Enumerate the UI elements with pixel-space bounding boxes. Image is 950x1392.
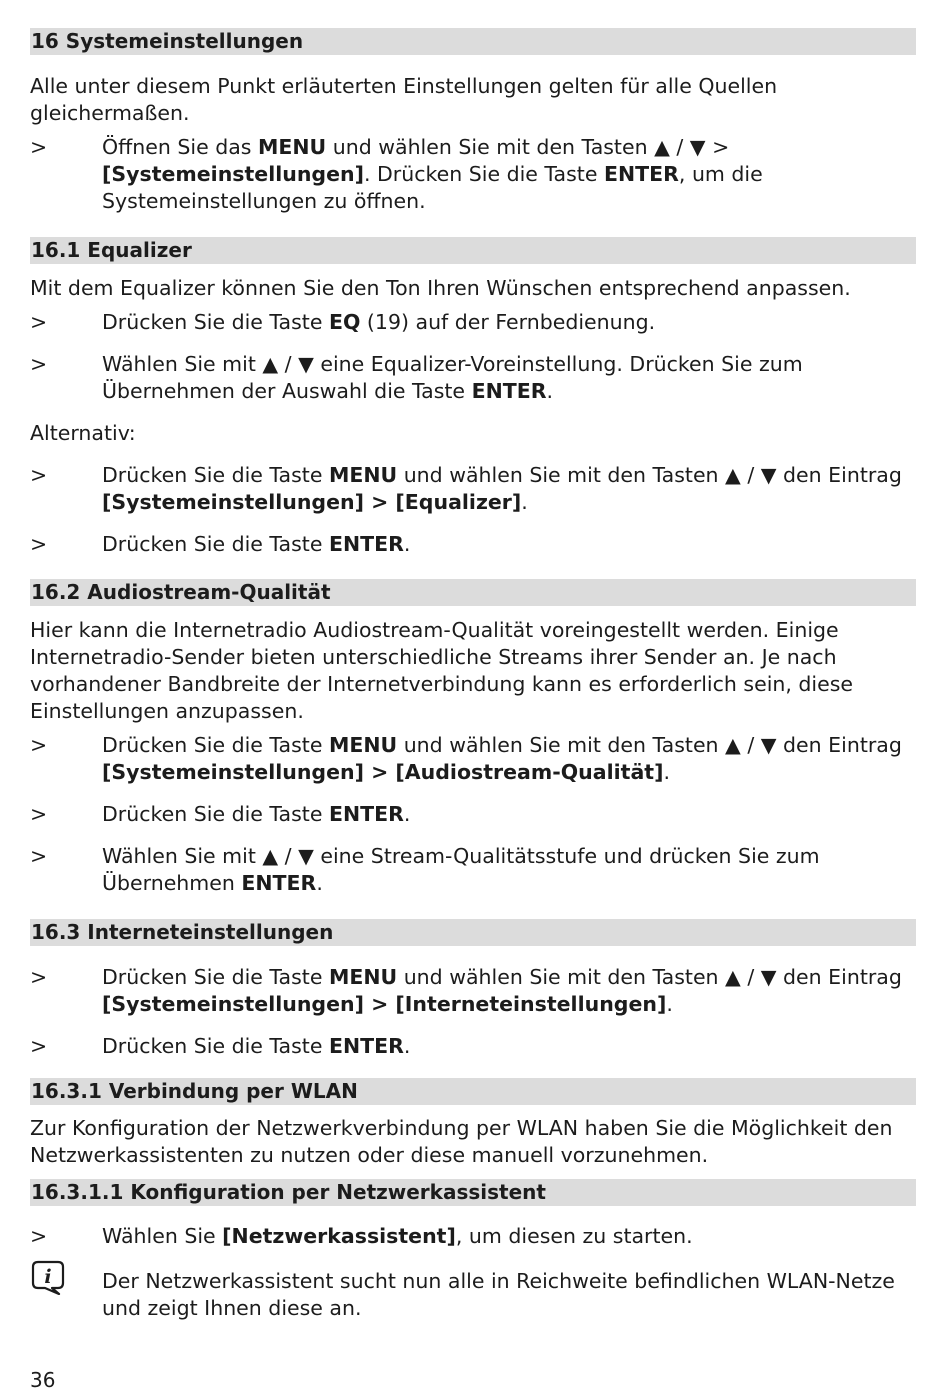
bullet-marker: > [30,135,48,159]
section-heading-16-3: 16.3 Interneteinstellungen [30,919,916,946]
section-heading-16-3-1-1: 16.3.1.1 Konfiguration per Netzwerkassistent [30,1179,916,1206]
section-16-1-intro: Mit dem Equalizer können Sie den Ton Ihren Wünschen entsprechend anpassen. [30,276,851,300]
list-item: > Drücken Sie die Taste ENTER. [30,1034,411,1058]
page-number: 36 [30,1368,56,1392]
alternative-label: Alternativ: [30,421,136,445]
list-item: > Öffnen Sie das MENU und wählen Sie mit den Tasten ▲ / ▼ > [Systemeinstellungen]. Drücken Sie die Taste ENTER, um die Systemeinstellungen zu öffnen. [30,135,763,213]
list-item: > Drücken Sie die Taste MENU und wählen Sie mit den Tasten ▲ / ▼ den Eintrag [Systemeinstellungen] > [Audiostream-Qualität]. [30,733,902,784]
section-heading-16-3-1: 16.3.1 Verbindung per WLAN [30,1078,916,1105]
list-item: > Drücken Sie die Taste MENU und wählen Sie mit den Tasten ▲ / ▼ den Eintrag [Systemeinstellungen] > [Interneteinstellungen]. [30,965,902,1016]
section-heading-16-1: 16.1 Equalizer [30,237,916,264]
svg-text:i: i [44,1266,52,1288]
info-note [30,1258,916,1322]
list-item: > Wählen Sie mit ▲ / ▼ eine Equalizer-Voreinstellung. Drücken Sie zum Übernehmen der Auswahl die Taste ENTER. [30,352,803,403]
bullet-marker: > [30,802,48,826]
bullet-marker: > [30,733,48,757]
bullet-marker: > [30,844,48,868]
info-text: Der Netzwerkassistent sucht nun alle in Reichweite befindlichen WLAN-Netze und zeigt Ihnen diese an. [102,1269,895,1320]
section-16-3-1-intro: Zur Konfiguration der Netzwerkverbindung per WLAN haben Sie die Möglichkeit den Netzwerkassistenten zu nutzen oder diese manuell vorzunehmen. [30,1116,893,1167]
list-item: > Drücken Sie die Taste EQ (19) auf der Fernbedienung. [30,310,656,334]
list-item: > Wählen Sie [Netzwerkassistent], um diesen zu starten. [30,1224,693,1248]
list-item: > Drücken Sie die Taste ENTER. [30,532,411,556]
section-heading-16: 16 Systemeinstellungen [30,28,916,55]
bullet-marker: > [30,532,48,556]
list-item: > Drücken Sie die Taste ENTER. [30,802,411,826]
list-item: > Wählen Sie mit ▲ / ▼ eine Stream-Qualitätsstufe und drücken Sie zum Übernehmen ENTER. [30,844,820,895]
bullet-marker: > [30,965,48,989]
bullet-marker: > [30,352,48,376]
section-16-2-intro: Hier kann die Internetradio Audiostream-Qualität voreingestellt werden. Einige Internetradio-Sender bieten unterschiedliche Streams ihrer Sender an. Je nach vorhandener Bandbreite der Internetverbindung kann es erforderlich sein, diese Einstellungen anzupassen. [30,618,854,723]
page-content [30,28,916,1322]
bullet-marker: > [30,463,48,487]
bullet-marker: > [30,1034,48,1058]
bullet-marker: > [30,310,48,334]
section-16-intro: Alle unter diesem Punkt erläuterten Einstellungen gelten für alle Quellen gleichermaßen. [30,74,778,125]
section-heading-16-2: 16.2 Audiostream-Qualität [30,579,916,606]
bullet-marker: > [30,1224,48,1248]
list-item: > Drücken Sie die Taste MENU und wählen Sie mit den Tasten ▲ / ▼ den Eintrag [Systemeinstellungen] > [Equalizer]. [30,463,902,514]
info-speech-bubble-icon [30,1258,102,1322]
